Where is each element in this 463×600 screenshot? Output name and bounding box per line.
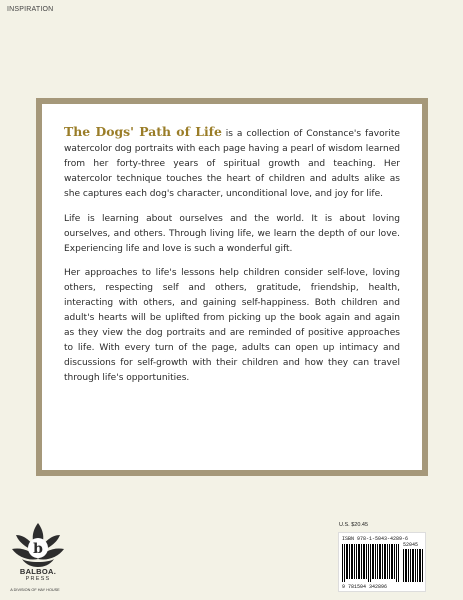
publisher-division: A DIVISION OF HAY HOUSE <box>10 588 60 592</box>
barcode-main-bars <box>342 544 400 582</box>
blurb-paragraph-2: Life is learning about ourselves and the world. It is about loving ourselves, and others. Through living life, we learn the depth of our love. Experiencing life and love is such a wonderful gift. <box>64 213 400 254</box>
publisher-imprint: PRESS <box>25 576 51 582</box>
blurb-frame <box>36 98 428 476</box>
isbn-label: ISBN 978-1-5043-4289-6 <box>342 536 409 542</box>
barcode-supplement-bars <box>403 549 423 582</box>
price-label: U.S. $20.45 <box>339 522 369 528</box>
blurb-paragraph-1-text: is a collection of Constance's favorite watercolor dog portraits with each page having a pearl of wisdom learned from her forty-three years of spiritual growth and teaching. Her watercolor technique touches the heart of children and adults alike as she captures each dog's character, unconditional love, and joy for life. <box>64 129 400 199</box>
publisher-name: BALBOA. <box>19 567 57 576</box>
barcode-supplement-number: 52045 <box>403 542 419 548</box>
book-title: The Dogs' Path of Life <box>64 124 222 139</box>
svg-text:b: b <box>33 541 43 557</box>
blurb-paragraph-3: Her approaches to life's lessons help children consider self-love, loving others, respecting self and others, gratitude, friendship, health, interacting with others, and gaining self-happiness. Both children and adult's hearts will be uplifted from picking up the book again and again as they view the dog portraits and are reminded of positive approaches to life. With every turn of the page, adults can open up intimacy and discussions for self-growth with their children and how they can travel through life's opportunities. <box>64 268 400 383</box>
blurb-panel <box>42 104 422 470</box>
category-label: INSPIRATION <box>7 6 54 13</box>
blurb-paragraph-1 <box>64 124 400 202</box>
barcode-number: 9 781504 342896 <box>342 584 388 590</box>
balboa-lotus-logo-icon <box>8 519 68 595</box>
barcode <box>338 532 426 592</box>
